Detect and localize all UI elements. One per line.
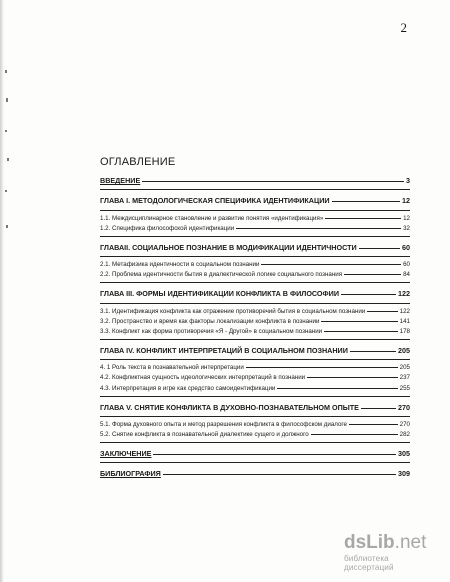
toc-entry-chapter-2[interactable]: ГЛАВАII. СОЦИАЛЬНОЕ ПОЗНАНИЕ В МОДИФИКАЦИИ ИДЕНТИЧНОСТИ 60: [100, 242, 410, 252]
section-divider: [100, 256, 410, 257]
section-divider: [100, 303, 410, 304]
dslib-watermark[interactable]: [344, 533, 436, 572]
toc-entry-1-1[interactable]: 1.1. Междисциплинарное становление и развитие понятия «идентификация» 12: [100, 214, 410, 222]
section-divider: [100, 442, 410, 443]
toc-entry-chapter-3[interactable]: ГЛАВА III. ФОРМЫ ИДЕНТИФИКАЦИИ КОНФЛИКТА В ФИЛОСОФИИ 122: [100, 289, 410, 299]
section-divider: [100, 416, 410, 417]
toc-entry-3-1[interactable]: 3.1. Идентификация конфликта как отражение противоречий бытия в социальном познании 122: [100, 307, 410, 315]
section-divider: [100, 189, 410, 190]
toc-entry-2-2[interactable]: 2.2. Проблема идентичности бытия в диалектической логике социального познания 84: [100, 271, 410, 279]
toc-entry-conclusion[interactable]: ЗАКЛЮЧЕНИЕ 305: [100, 449, 410, 459]
toc-entry-chapter-1[interactable]: ГЛАВА I. МЕТОДОЛОГИЧЕСКАЯ СПЕЦИФИКА ИДЕНТИФИКАЦИИ 12: [100, 196, 410, 206]
toc-entry-4-2[interactable]: 4.2. Конфликтная сущность идеологических интерпретаций в познании 237: [100, 374, 410, 382]
toc-entry-3-2[interactable]: 3.2. Пространство и время как факторы локализации конфликта в познании 141: [100, 317, 410, 325]
scan-specks: [4, 60, 10, 260]
toc-entry-chapter-5[interactable]: ГЛАВА V. СНЯТИЕ КОНФЛИКТА В ДУХОВНО-ПОЗНАВАТЕЛЬНОМ ОПЫТЕ 270: [100, 402, 410, 412]
toc-entry-1-2[interactable]: 1.2. Специфика философской идентификации 32: [100, 224, 410, 232]
watermark-subtitle: библиотека диссертаций: [344, 554, 394, 572]
section-divider: [100, 339, 410, 340]
toc-entry-chapter-4[interactable]: ГЛАВА IV. КОНФЛИКТ ИНТЕРПРЕТАЦИЙ В СОЦИАЛЬНОМ ПОЗНАНИИ 205: [100, 346, 410, 355]
toc-entry-2-1[interactable]: 2.1. Метафизика идентичности в социальном познании 60: [100, 261, 410, 269]
section-divider: [100, 236, 410, 237]
watermark-logo: dsLib.net: [344, 532, 427, 553]
page-number: 2: [400, 20, 407, 35]
toc-entry-5-1[interactable]: 5.1. Форма духовного опыта и метод разрешения конфликта в философском диалоге 270: [100, 420, 410, 428]
section-divider: [100, 396, 410, 397]
toc-entry-introduction[interactable]: ВВЕДЕНИЕ 3: [100, 176, 410, 185]
toc-title: ОГЛАВЛЕНИЕ: [100, 156, 176, 168]
table-of-contents: [100, 156, 410, 479]
toc-entry-bibliography[interactable]: БИБЛИОГРАФИЯ 309: [100, 469, 410, 479]
toc-entry-5-2[interactable]: 5.2. Снятие конфликта в познавательной диалектике сущего и должного 282: [100, 431, 410, 439]
toc-entry-4-3[interactable]: 4.3. Интерпретация в игре как средство самоидентификации 255: [100, 384, 410, 392]
toc-entry-4-1[interactable]: 4. 1 Роль текста в познавательной интерпретации 205: [100, 364, 410, 372]
section-divider: [100, 462, 410, 463]
toc-entry-3-3[interactable]: 3.3. Конфликт как форма противоречия «Я - Другой» в социальном познании 178: [100, 327, 410, 335]
section-divider: [100, 282, 410, 283]
section-divider: [100, 359, 410, 360]
section-divider: [100, 210, 410, 211]
